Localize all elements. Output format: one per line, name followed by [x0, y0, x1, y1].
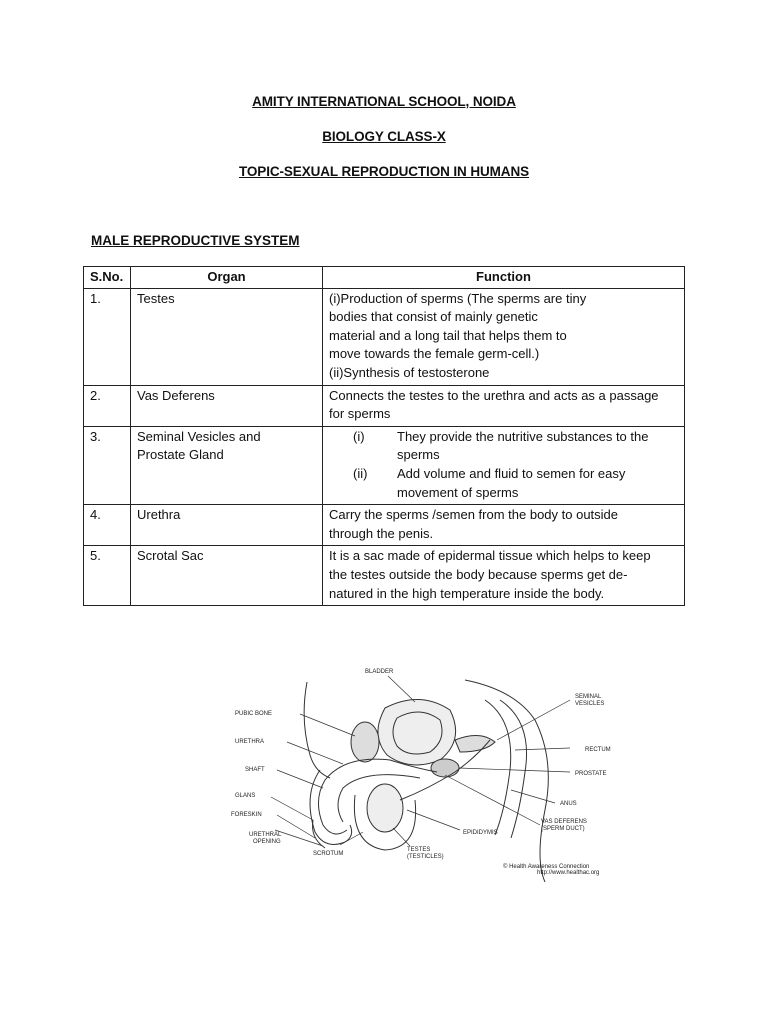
function-line: for sperms: [329, 406, 391, 422]
rectum-shape: [485, 700, 511, 835]
function-cell: [323, 288, 685, 385]
label-opening: OPENING: [253, 839, 281, 845]
function-line: natured in the high temperature inside the body.: [329, 585, 605, 601]
credit-url: http://www.healthac.org: [537, 870, 600, 876]
topic-title: TOPIC-SEXUAL REPRODUCTION IN HUMANS: [238, 164, 530, 179]
rectum-wall: [500, 700, 527, 838]
section-title: MALE REPRODUCTIVE SYSTEM: [91, 233, 300, 248]
organ-function-table: [83, 266, 685, 606]
seminal-vesicle-shape: [455, 735, 495, 752]
pubic-bone-shape: [351, 722, 379, 762]
table-row: [84, 426, 685, 504]
function-line: (i)Production of sperms (The sperms are tiny: [329, 290, 587, 306]
subitem-text: [397, 465, 678, 502]
sno-cell: 4.: [84, 505, 131, 546]
label-pubic-bone: PUBIC BONE: [235, 711, 273, 717]
function-line: bodies that consist of mainly genetic: [329, 309, 538, 325]
organ-cell: Vas Deferens: [131, 385, 323, 426]
col-header-sno: S.No.: [84, 267, 131, 289]
prostate-shape: [431, 759, 459, 777]
label-anus: ANUS: [560, 801, 577, 807]
table-row: [84, 288, 685, 385]
function-cell: [323, 426, 685, 504]
organ-cell: Testes: [131, 288, 323, 385]
function-line: the testes outside the body because sperms get de-: [329, 566, 628, 582]
sno-cell: 1.: [84, 288, 131, 385]
function-line: material and a long tail that helps them to: [329, 327, 567, 343]
function-line: It is a sac made of epidermal tissue which helps to keep: [329, 548, 651, 564]
label-prostate: PROSTATE: [575, 771, 607, 777]
function-line: through the penis.: [329, 525, 434, 541]
table-row: [84, 385, 685, 426]
label-urethral: URETHRAL: [249, 832, 282, 838]
testis-shape: [367, 784, 403, 832]
label-vas-deferens: VAS DEFERENS: [541, 819, 587, 825]
organ-line: Seminal Vesicles and: [137, 428, 261, 444]
function-cell: [323, 385, 685, 426]
organ-line: Prostate Gland: [137, 447, 224, 463]
function-line: Connects the testes to the urethra and acts as a passage: [329, 387, 659, 403]
label-urethra: URETHRA: [235, 739, 265, 745]
table-row: [84, 505, 685, 546]
label-shaft: SHAFT: [245, 767, 265, 773]
label-glans: GLANS: [235, 793, 256, 799]
subitem-text: [397, 428, 678, 465]
sno-cell: 5.: [84, 546, 131, 606]
label-sperm-duct: (SPERM DUCT): [541, 826, 585, 832]
subitem-line: movement of sperms: [397, 484, 519, 500]
label-testicles: (TESTICLES): [407, 854, 444, 860]
sno-cell: 3.: [84, 426, 131, 504]
col-header-organ: Organ: [131, 267, 323, 289]
function-cell: [323, 505, 685, 546]
function-subitem: [329, 428, 678, 465]
bladder-shape: [378, 699, 456, 764]
subitem-line: sperms: [397, 447, 440, 463]
credit-line: © Health Awareness Connection: [503, 864, 590, 870]
label-testes: TESTES: [407, 847, 431, 853]
function-cell: [323, 546, 685, 606]
table-row: [84, 546, 685, 606]
label-scrotum: SCROTUM: [313, 851, 344, 857]
label-rectum: RECTUM: [585, 747, 611, 753]
subitem-line: They provide the nutritive substances to the: [397, 428, 649, 444]
organ-cell: Scrotal Sac: [131, 546, 323, 606]
abdomen-outline: [304, 682, 330, 778]
col-header-function: Function: [323, 267, 685, 289]
subitem-number: (i): [353, 428, 365, 444]
subitem-number: (ii): [353, 465, 368, 481]
shaft-outer: [310, 770, 352, 844]
organ-cell: Urethra: [131, 505, 323, 546]
table-header-row: [84, 267, 685, 289]
label-seminal: SEMINAL: [575, 694, 602, 700]
function-line: move towards the female germ-cell.): [329, 346, 540, 362]
back-outline: [465, 680, 548, 882]
sno-cell: 2.: [84, 385, 131, 426]
male-reproductive-diagram: [215, 660, 635, 882]
organ-cell: [131, 426, 323, 504]
label-foreskin: FORESKIN: [231, 812, 262, 818]
class-title: BIOLOGY CLASS-X: [322, 129, 446, 144]
function-line: Carry the sperms /semen from the body to outside: [329, 507, 619, 523]
function-subitem: [329, 465, 678, 502]
label-bladder: BLADDER: [365, 669, 394, 675]
school-name: AMITY INTERNATIONAL SCHOOL, NOIDA: [252, 94, 516, 109]
label-vesicles: VESICLES: [575, 701, 605, 707]
function-line: (ii)Synthesis of testosterone: [329, 364, 490, 380]
subitem-line: Add volume and fluid to semen for easy: [397, 465, 626, 481]
label-epididymis: EPIDIDYMIS: [463, 830, 498, 836]
